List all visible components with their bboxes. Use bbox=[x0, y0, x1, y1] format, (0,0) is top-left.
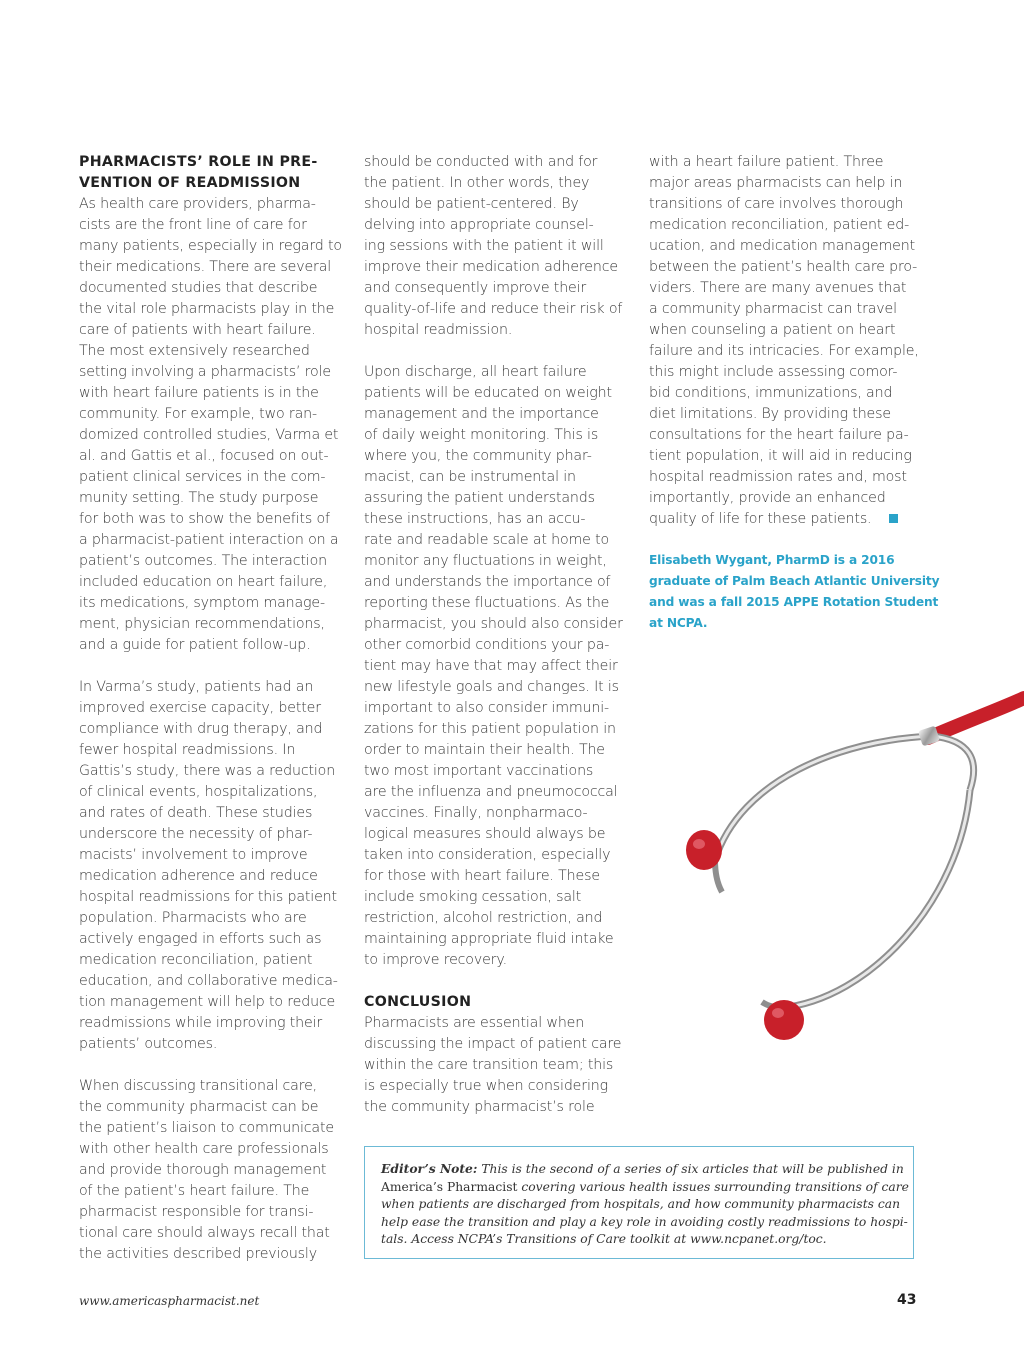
text-line: major areas pharmacists can help in bbox=[649, 175, 903, 191]
text-line: rate and readable scale at home to bbox=[364, 532, 610, 548]
author-bio bbox=[649, 550, 940, 634]
text-line: should be patient-centered. By bbox=[364, 196, 579, 212]
text-line: its medications, symptom manage- bbox=[79, 595, 325, 611]
text-line: their medications. There are several bbox=[79, 259, 332, 275]
editors-note-line bbox=[381, 1179, 909, 1197]
text-line: reporting these fluctuations. As the bbox=[364, 595, 610, 611]
text-line: maintaining appropriate fluid intake bbox=[364, 931, 614, 947]
text-line: are the influenza and pneumococcal bbox=[364, 784, 618, 800]
text-line: education, and collaborative medica- bbox=[79, 973, 338, 989]
text-line: where you, the community phar- bbox=[364, 448, 592, 464]
text-line: delving into appropriate counsel- bbox=[364, 217, 594, 233]
text-line: actively engaged in efforts such as bbox=[79, 931, 322, 947]
editors-note-lead: Editor’s Note: bbox=[381, 1161, 478, 1176]
page-number: 43 bbox=[897, 1292, 917, 1308]
text-line: failure and its intricacies. For example, bbox=[649, 343, 919, 359]
text-line: between the patient’s health care pro- bbox=[649, 259, 918, 275]
text-line: tient population, it will aid in reducing bbox=[649, 448, 912, 464]
editors-note-text: covering various health issues surrounding transitions of care bbox=[517, 1179, 909, 1194]
stethoscope-image bbox=[670, 660, 1024, 1080]
text-line: monitor any fluctuations in weight, bbox=[364, 553, 607, 569]
text-line: with other health care professionals bbox=[79, 1141, 329, 1157]
text-line: underscore the necessity of phar- bbox=[79, 826, 313, 842]
text-line: In Varma’s study, patients had an bbox=[79, 679, 314, 695]
text-line: the community pharmacist can be bbox=[79, 1099, 319, 1115]
text-line: many patients, especially in regard to bbox=[79, 238, 342, 254]
text-line: ing sessions with the patient it will bbox=[364, 238, 604, 254]
text-line: medication adherence and reduce bbox=[79, 868, 318, 884]
text-line: a community pharmacist can travel bbox=[649, 301, 897, 317]
text-line: Elisabeth Wygant, PharmD is a 2016 bbox=[649, 553, 895, 567]
text-line: macists’ involvement to improve bbox=[79, 847, 308, 863]
text-line: patients’ outcomes. bbox=[79, 1036, 218, 1052]
text-line: patient clinical services in the com- bbox=[79, 469, 326, 485]
text-line: fewer hospital readmissions. In bbox=[79, 742, 296, 758]
text-line: important to also consider immuni- bbox=[364, 700, 609, 716]
editors-note-box bbox=[364, 1146, 914, 1259]
text-line: restriction, alcohol restriction, and bbox=[364, 910, 603, 926]
text-line: with a heart failure patient. Three bbox=[649, 154, 884, 170]
text-line: discussing the impact of patient care bbox=[364, 1036, 622, 1052]
text-line: Upon discharge, all heart failure bbox=[364, 364, 587, 380]
text-line: this might include assessing comor- bbox=[649, 364, 898, 380]
paragraph bbox=[649, 152, 917, 530]
text-line: and provide thorough management bbox=[79, 1162, 327, 1178]
text-line: tional care should always recall that bbox=[79, 1225, 330, 1241]
text-line: pharmacist responsible for transi- bbox=[79, 1204, 314, 1220]
text-line: readmissions while improving their bbox=[79, 1015, 323, 1031]
text-line: included education on heart failure, bbox=[79, 574, 328, 590]
paragraph bbox=[79, 677, 347, 1055]
text-line: quality-of-life and reduce their risk of bbox=[364, 301, 623, 317]
text-line: improved exercise capacity, better bbox=[79, 700, 321, 716]
text-line: when counseling a patient on heart bbox=[649, 322, 896, 338]
text-line: documented studies that describe bbox=[79, 280, 318, 296]
text-line: and was a fall 2015 APPE Rotation Student bbox=[649, 595, 939, 609]
article-column-2 bbox=[364, 152, 636, 1118]
heading-line: VENTION OF READMISSION bbox=[79, 175, 301, 191]
text-line: compliance with drug therapy, and bbox=[79, 721, 323, 737]
editors-note-line: help ease the transition and play a key role in avoiding costly readmissions to hospi- bbox=[381, 1214, 908, 1229]
text-line: consultations for the heart failure pa- bbox=[649, 427, 909, 443]
text-line: logical measures should always be bbox=[364, 826, 606, 842]
text-line: medication reconciliation, patient bbox=[79, 952, 313, 968]
text-line: graduate of Palm Beach Atlantic University bbox=[649, 574, 940, 588]
text-line: a pharmacist-patient interaction on a bbox=[79, 532, 339, 548]
text-line: ment, physician recommendations, bbox=[79, 616, 325, 632]
text-line: assuring the patient understands bbox=[364, 490, 595, 506]
text-line: other comorbid conditions your pa- bbox=[364, 637, 610, 653]
text-line: should be conducted with and for bbox=[364, 154, 598, 170]
text-line: and a guide for patient follow-up. bbox=[79, 637, 311, 653]
text-line: for both was to show the benefits of bbox=[79, 511, 330, 527]
text-line: of clinical events, hospitalizations, bbox=[79, 784, 318, 800]
editors-note-line bbox=[381, 1160, 904, 1179]
text-line: two most important vaccinations bbox=[364, 763, 594, 779]
text-line: setting involving a pharmacists’ role bbox=[79, 364, 331, 380]
text-line: and understands the importance of bbox=[364, 574, 611, 590]
website-url[interactable]: www.americaspharmacist.net bbox=[79, 1294, 260, 1308]
section-heading-pharmacists-role bbox=[79, 152, 347, 194]
text-line: the patient’s liaison to communicate bbox=[79, 1120, 334, 1136]
text-line: When discussing transitional care, bbox=[79, 1078, 318, 1094]
text-line: Pharmacists are essential when bbox=[364, 1015, 585, 1031]
text-line: the community pharmacist’s role bbox=[364, 1099, 595, 1115]
text-line: quality of life for these patients. bbox=[649, 511, 872, 527]
text-line: tient may have that may affect their bbox=[364, 658, 618, 674]
text-line: include smoking cessation, salt bbox=[364, 889, 582, 905]
text-line: Gattis’s study, there was a reduction bbox=[79, 763, 336, 779]
text-line: these instructions, has an accu- bbox=[364, 511, 586, 527]
paragraph bbox=[364, 152, 636, 341]
editors-note-line: when patients are discharged from hospitals, and how community pharmacists can bbox=[381, 1197, 901, 1211]
text-line: bid conditions, immunizations, and bbox=[649, 385, 893, 401]
text-line: within the care transition team; this bbox=[364, 1057, 614, 1073]
text-line: diet limitations. By providing these bbox=[649, 406, 891, 422]
article-column-3 bbox=[649, 152, 940, 634]
text-line: and consequently improve their bbox=[364, 280, 587, 296]
text-line: new lifestyle goals and changes. It is bbox=[364, 679, 619, 695]
text-line: for those with heart failure. These bbox=[364, 868, 600, 884]
text-line: The most extensively researched bbox=[79, 343, 310, 359]
text-line: the activities described previously bbox=[79, 1246, 317, 1262]
text-line: As health care providers, pharma- bbox=[79, 196, 316, 212]
text-line: macist, can be instrumental in bbox=[364, 469, 576, 485]
text-line: of daily weight monitoring. This is bbox=[364, 427, 599, 443]
text-line: vaccines. Finally, nonpharmaco- bbox=[364, 805, 588, 821]
text-line: the vital role pharmacists play in the bbox=[79, 301, 335, 317]
text-line: management and the importance bbox=[364, 406, 599, 422]
editors-note-text: This is the second of a series of six articles that will be published in bbox=[477, 1162, 904, 1176]
paragraph bbox=[79, 1076, 347, 1265]
text-line: community. For example, two ran- bbox=[79, 406, 317, 422]
heading-line: PHARMACISTS’ ROLE IN PRE- bbox=[79, 154, 318, 170]
text-line: population. Pharmacists who are bbox=[79, 910, 307, 926]
text-line: at NCPA. bbox=[649, 616, 708, 630]
text-line: patient’s outcomes. The interaction bbox=[79, 553, 327, 569]
text-line: patients will be educated on weight bbox=[364, 385, 612, 401]
text-line: with heart failure patients is in the bbox=[79, 385, 319, 401]
text-line: is especially true when considering bbox=[364, 1078, 608, 1094]
text-line: transitions of care involves thorough bbox=[649, 196, 904, 212]
editors-note-line: tals. Access NCPA’s Transitions of Care toolkit at www.ncpanet.org/toc. bbox=[381, 1232, 827, 1246]
text-line: hospital readmissions for this patient bbox=[79, 889, 337, 905]
paragraph bbox=[79, 194, 347, 656]
text-line: the patient. In other words, they bbox=[364, 175, 590, 191]
text-line: hospital readmission. bbox=[364, 322, 513, 338]
text-line: zations for this patient population in bbox=[364, 721, 616, 737]
text-line: ucation, and medication management bbox=[649, 238, 916, 254]
text-line: importantly, provide an enhanced bbox=[649, 490, 886, 506]
text-line: tion management will help to reduce bbox=[79, 994, 336, 1010]
text-line: pharmacist, you should also consider bbox=[364, 616, 623, 632]
text-line: order to maintain their health. The bbox=[364, 742, 605, 758]
text-line: domized controlled studies, Varma et bbox=[79, 427, 339, 443]
end-of-article-square-icon bbox=[889, 514, 898, 523]
section-heading-conclusion: CONCLUSION bbox=[364, 994, 472, 1010]
text-line: hospital readmission rates and, most bbox=[649, 469, 907, 485]
text-line: viders. There are many avenues that bbox=[649, 280, 907, 296]
text-line: taken into consideration, especially bbox=[364, 847, 611, 863]
text-line: cists are the front line of care for bbox=[79, 217, 307, 233]
paragraph bbox=[364, 1013, 636, 1118]
text-line: improve their medication adherence bbox=[364, 259, 618, 275]
text-line: al. and Gattis et al., focused on out- bbox=[79, 448, 329, 464]
text-line: of the patient’s heart failure. The bbox=[79, 1183, 310, 1199]
text-line: and rates of death. These studies bbox=[79, 805, 313, 821]
text-line: medication reconciliation, patient ed- bbox=[649, 217, 910, 233]
text-line: care of patients with heart failure. bbox=[79, 322, 316, 338]
paragraph bbox=[364, 362, 636, 971]
publication-name: America’s Pharmacist bbox=[381, 1179, 518, 1194]
article-column-1 bbox=[79, 152, 347, 1265]
text-line: to improve recovery. bbox=[364, 952, 507, 968]
text-line: munity setting. The study purpose bbox=[79, 490, 319, 506]
text-line bbox=[649, 509, 917, 530]
